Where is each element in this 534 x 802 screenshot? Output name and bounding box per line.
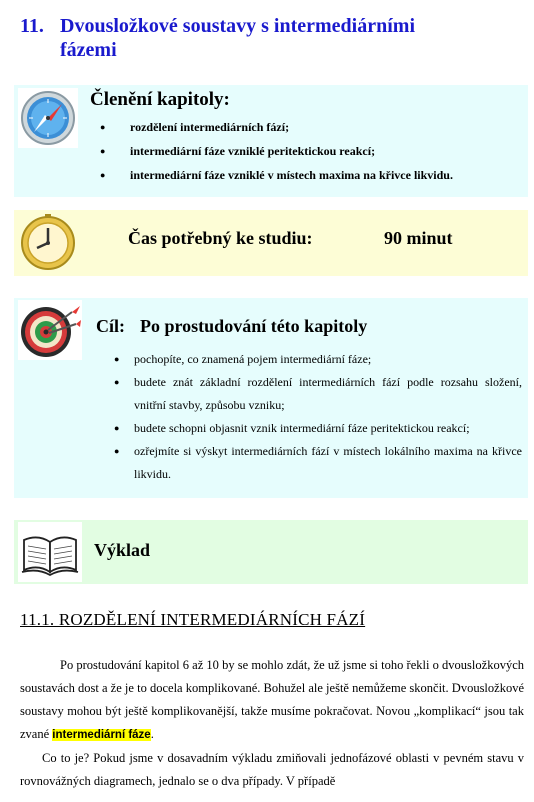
outline-list <box>100 115 453 187</box>
explanation-heading: Výklad <box>94 540 151 560</box>
highlighted-term: intermediární fáze <box>52 729 151 741</box>
goal-list <box>114 348 522 486</box>
explanation-box <box>14 520 528 584</box>
goal-label: Cíl: <box>96 316 125 336</box>
open-book-icon <box>18 522 82 582</box>
body-text <box>20 654 524 793</box>
chapter-outline-box <box>14 85 528 197</box>
target-icon <box>18 300 82 360</box>
chapter-title <box>20 14 520 62</box>
outline-heading: Členění kapitoly: <box>90 89 230 110</box>
list-item: ● budete znát základní rozdělení intermediárních fází podle rozsahu složení, vnitřní stavby, způsobu vzniku; <box>114 371 522 417</box>
list-item: ● budete schopni objasnit vznik intermediární fáze peritektickou reakcí; <box>114 417 522 440</box>
clock-icon <box>18 212 78 272</box>
paragraph-text: Po prostudování kapitol 6 až 10 by se mohlo zdát, že už jsme si toho řekli o dvousložkových soustavách dost a že je to docela komplikované. Bohužel ale ještě nemůžeme skončit. Dvousložkové soustavy mohou být ještě komplikovanější, takže musíme pokračovat. Novou „komplikací“ jsou tak zvané <box>20 658 524 741</box>
list-item: ● intermediární fáze vzniklé v místech maxima na křivce likvidu. <box>100 163 453 187</box>
chapter-title-line1: Dvousložkové soustavy s intermediárními <box>60 15 415 37</box>
list-item: ● rozdělení intermediárních fází; <box>100 115 453 139</box>
goal-box <box>14 298 528 498</box>
chapter-number: 11. <box>20 15 44 37</box>
list-item: ● ozřejmíte si výskyt intermediárních fází v místech lokálního maxima na křivce likvidu. <box>114 440 522 486</box>
study-time-value: 90 minut <box>384 228 453 248</box>
chapter-title-line2: fázemi <box>60 39 117 61</box>
list-item: ● intermediární fáze vzniklé peritektickou reakcí; <box>100 139 453 163</box>
section-heading: 11.1. ROZDĚLENÍ INTERMEDIÁRNÍCH FÁZÍ <box>20 610 366 629</box>
study-time-label: Čas potřebný ke studiu: <box>128 228 313 248</box>
study-time-box <box>14 210 528 276</box>
goal-heading <box>96 316 367 337</box>
paragraph <box>20 654 524 747</box>
paragraph: Co to je? Pokud jsme v dosavadním výkladu zmiňovali jednofázové oblasti v pevném stavu v rovnovážných diagramech, jednalo se o dva případy. V případě <box>20 751 524 788</box>
goal-heading-text: Po prostudování této kapitoly <box>140 316 368 336</box>
paragraph-text-end: . <box>150 727 154 741</box>
compass-icon <box>18 88 78 148</box>
list-item: ● pochopíte, co znamená pojem intermediární fáze; <box>114 348 522 371</box>
